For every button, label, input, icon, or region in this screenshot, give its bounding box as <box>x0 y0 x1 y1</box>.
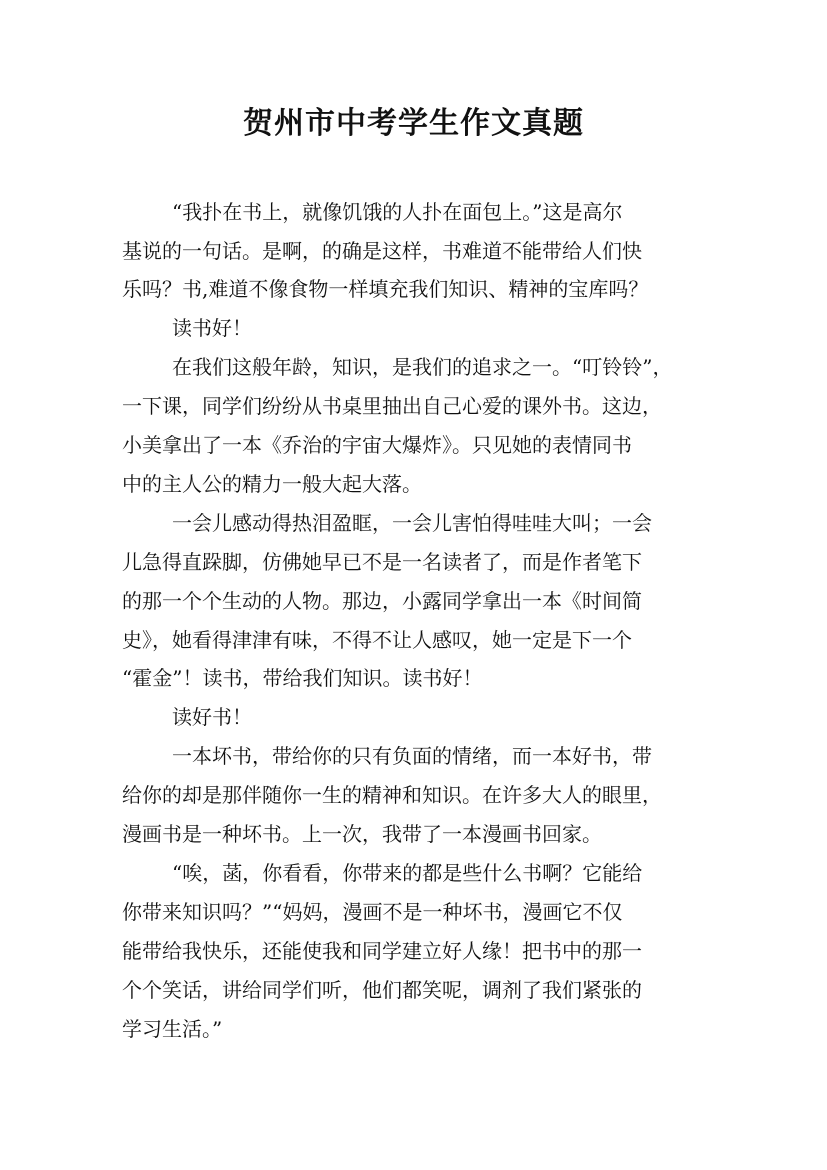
text-line: “我扑在书上，就像饥饿的人扑在面包上。”这是高尔 <box>172 200 623 224</box>
text-line: 漫画书是一种坏书。上一次，我带了一本漫画书回家。 <box>122 822 602 846</box>
text-line: 乐吗？书,难道不像食物一样填充我们知识、精神的宝库吗？ <box>122 277 649 301</box>
text-line: 的那一个个生动的人物。那边，小露同学拿出一本《时间简 <box>122 589 642 613</box>
text-line: 读书好！ <box>172 316 252 340</box>
text-line: 一下课，同学们纷纷从书桌里抽出自己心爱的课外书。这边， <box>122 394 662 418</box>
text-line: 在我们这般年龄，知识，是我们的追求之一。“叮铃铃”， <box>172 355 673 379</box>
page-title: 贺州市中考学生作文真题 <box>243 106 584 141</box>
text-line: 一会儿感动得热泪盈眶，一会儿害怕得哇哇大叫；一会 <box>172 511 652 535</box>
text-line: 你带来知识吗？”“妈妈，漫画不是一种坏书，漫画它不仅 <box>122 900 623 924</box>
text-line: 中的主人公的精力一般大起大落。 <box>122 472 422 496</box>
text-line: 给你的却是那伴随你一生的精神和知识。在许多大人的眼里， <box>122 783 662 807</box>
text-line: 基说的一句话。是啊，的确是这样，书难道不能带给人们快 <box>122 239 642 263</box>
text-line: “霍金”！读书，带给我们知识。读书好！ <box>122 666 483 690</box>
text-line: 一本坏书，带给你的只有负面的情绪，而一本好书，带 <box>172 744 652 768</box>
text-line: 学习生活。” <box>122 1017 223 1041</box>
text-line: 能带给我快乐，还能使我和同学建立好人缘！把书中的那一 <box>122 939 642 963</box>
text-line: 读好书！ <box>172 705 252 729</box>
text-line: 儿急得直跺脚，仿佛她早已不是一名读者了，而是作者笔下 <box>122 550 642 574</box>
text-line: 个个笑话，讲给同学们听，他们都笑呢，调剂了我们紧张的 <box>122 978 642 1002</box>
text-line: 小美拿出了一本《乔治的宇宙大爆炸》。只见她的表情同书 <box>122 433 632 457</box>
text-line: 史》，她看得津津有味，不得不让人感叹，她一定是下一个 <box>122 628 632 652</box>
text-line: “唉，菡，你看看，你带来的都是些什么书啊？它能给 <box>172 861 643 885</box>
